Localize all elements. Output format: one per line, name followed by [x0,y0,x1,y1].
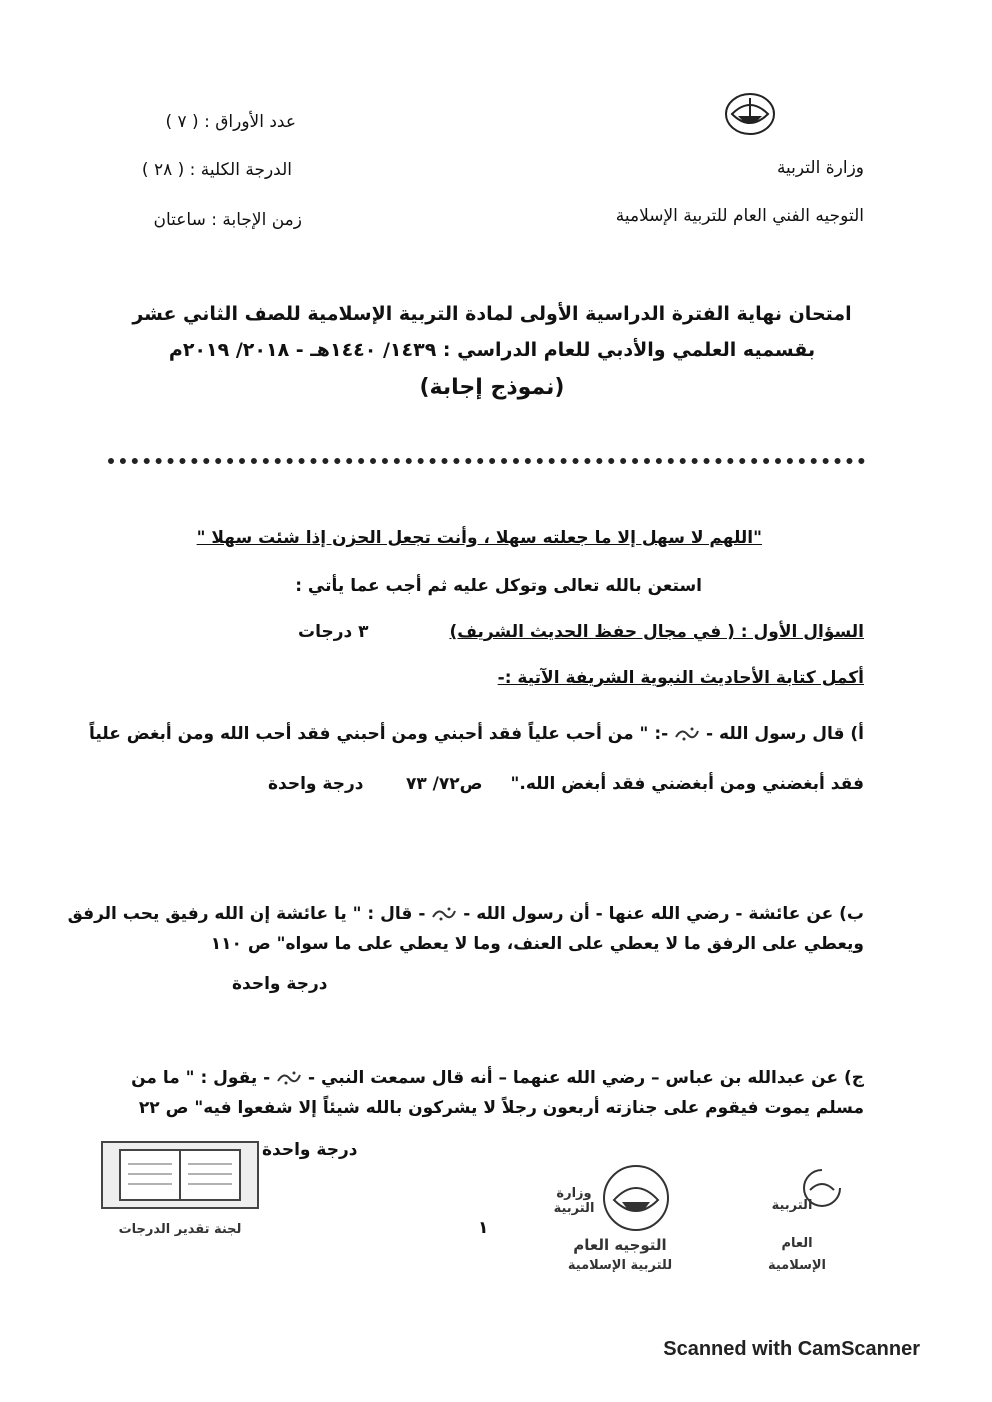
question-1-instruction: أكمل كتابة الأحاديث النبوية الشريفة الآتية :- [497,668,864,688]
ministry-name: وزارة التربية [776,158,864,178]
kuwait-emblem-icon [718,88,782,140]
exam-title-line3: (نموذج إجابة) [419,375,565,400]
hadith-b-line2: ويعطي على الرفق ما لا يعطي على العنف، وما لا يعطي على ما سواه" ص ١١٠ [210,934,864,954]
book-stamp-icon [100,1140,260,1220]
hadith-c-grade: درجة واحدة [262,1140,358,1160]
hadith-b-line1 [67,904,864,924]
page-number: ١ [478,1218,489,1238]
hadith-c-line1 [124,1068,864,1088]
center-stamp-ministry: وزارة التربية [553,1186,595,1216]
hadith-a-line1 [88,724,864,744]
committee-stamp-label: لجنة تقدير الدرجات [118,1222,242,1237]
total-grade: الدرجة الكلية : ( ٢٨ ) [141,160,292,180]
hadith-c-post: - يقول : " ما من [131,1068,271,1088]
answer-time: زمن الإجابة : ساعتان [153,210,302,230]
opening-dua: "اللهم لا سهل إلا ما جعلته سهلا ، وأنت تجعل الحزن إذا شئت سهلا " [196,528,762,548]
exam-title-line1: امتحان نهاية الفترة الدراسية الأولى لمادة التربية الإسلامية للصف الثاني عشر [132,303,852,325]
exam-title-line2: بقسميه العلمي والأدبي للعام الدراسي : ١٤٣٩/ ١٤٤٠هـ - ٢٠١٨/ ٢٠١٩م [168,339,816,361]
hadith-a-post: -: " من أحب علياً فقد أحبني ومن أحبني فقد أحب الله ومن أبغض علياً [88,724,669,744]
committee-stamp [100,1140,260,1237]
scanner-watermark: Scanned with CamScanner [663,1338,920,1360]
hadith-a-pre: أ) قال رسول الله - [706,724,864,744]
department-name: التوجيه الفني العام للتربية الإسلامية [615,206,864,226]
right-stamp-ministry: التربية [771,1198,813,1213]
hadith-a-line2: فقد أبغضني ومن أبغضني فقد أبغض الله." [510,774,864,794]
right-stamp-dept2: الإسلامية [767,1258,827,1273]
hadith-b-post: - قال : " يا عائشة إن الله رفيق يحب الرفق [67,904,426,924]
question-1-marks: ٣ درجات [298,622,369,642]
center-stamp-dept1: التوجيه العام [573,1236,667,1254]
hadith-b-pre: ب) عن عائشة - رضي الله عنها - أن رسول الله - [463,904,864,924]
pbuh-ligature-icon [431,905,457,923]
question-1-title: السؤال الأول : ( في مجال حفظ الحديث الشريف) [449,622,864,642]
hadith-b-grade: درجة واحدة [232,974,328,994]
hadith-c-line2: مسلم يموت فيقوم على جنازته أربعون رجلاً لا يشركون بالله شيئاً إلا شفعوا فيه" ص ٢٢ [138,1098,864,1118]
divider-dotted [108,458,865,472]
hadith-c-pre: ج) عن عبدالله بن عباس – رضي الله عنهما – أنه قال سمعت النبي - [308,1068,864,1088]
pbuh-ligature-icon [674,725,700,743]
center-stamp-dept2: للتربية الإسلامية [567,1258,673,1273]
pages-count: عدد الأوراق : ( ٧ ) [165,112,296,132]
ministry-seal-icon [596,1162,676,1234]
hadith-a-grade: درجة واحدة [268,774,364,794]
right-stamp-dept1: العام [781,1236,813,1251]
hadith-a-page: ص٧٢/ ٧٣ [406,774,483,794]
instruction: استعن بالله تعالى وتوكل عليه ثم أجب عما يأتي : [295,576,702,596]
pbuh-ligature-icon [276,1069,302,1087]
